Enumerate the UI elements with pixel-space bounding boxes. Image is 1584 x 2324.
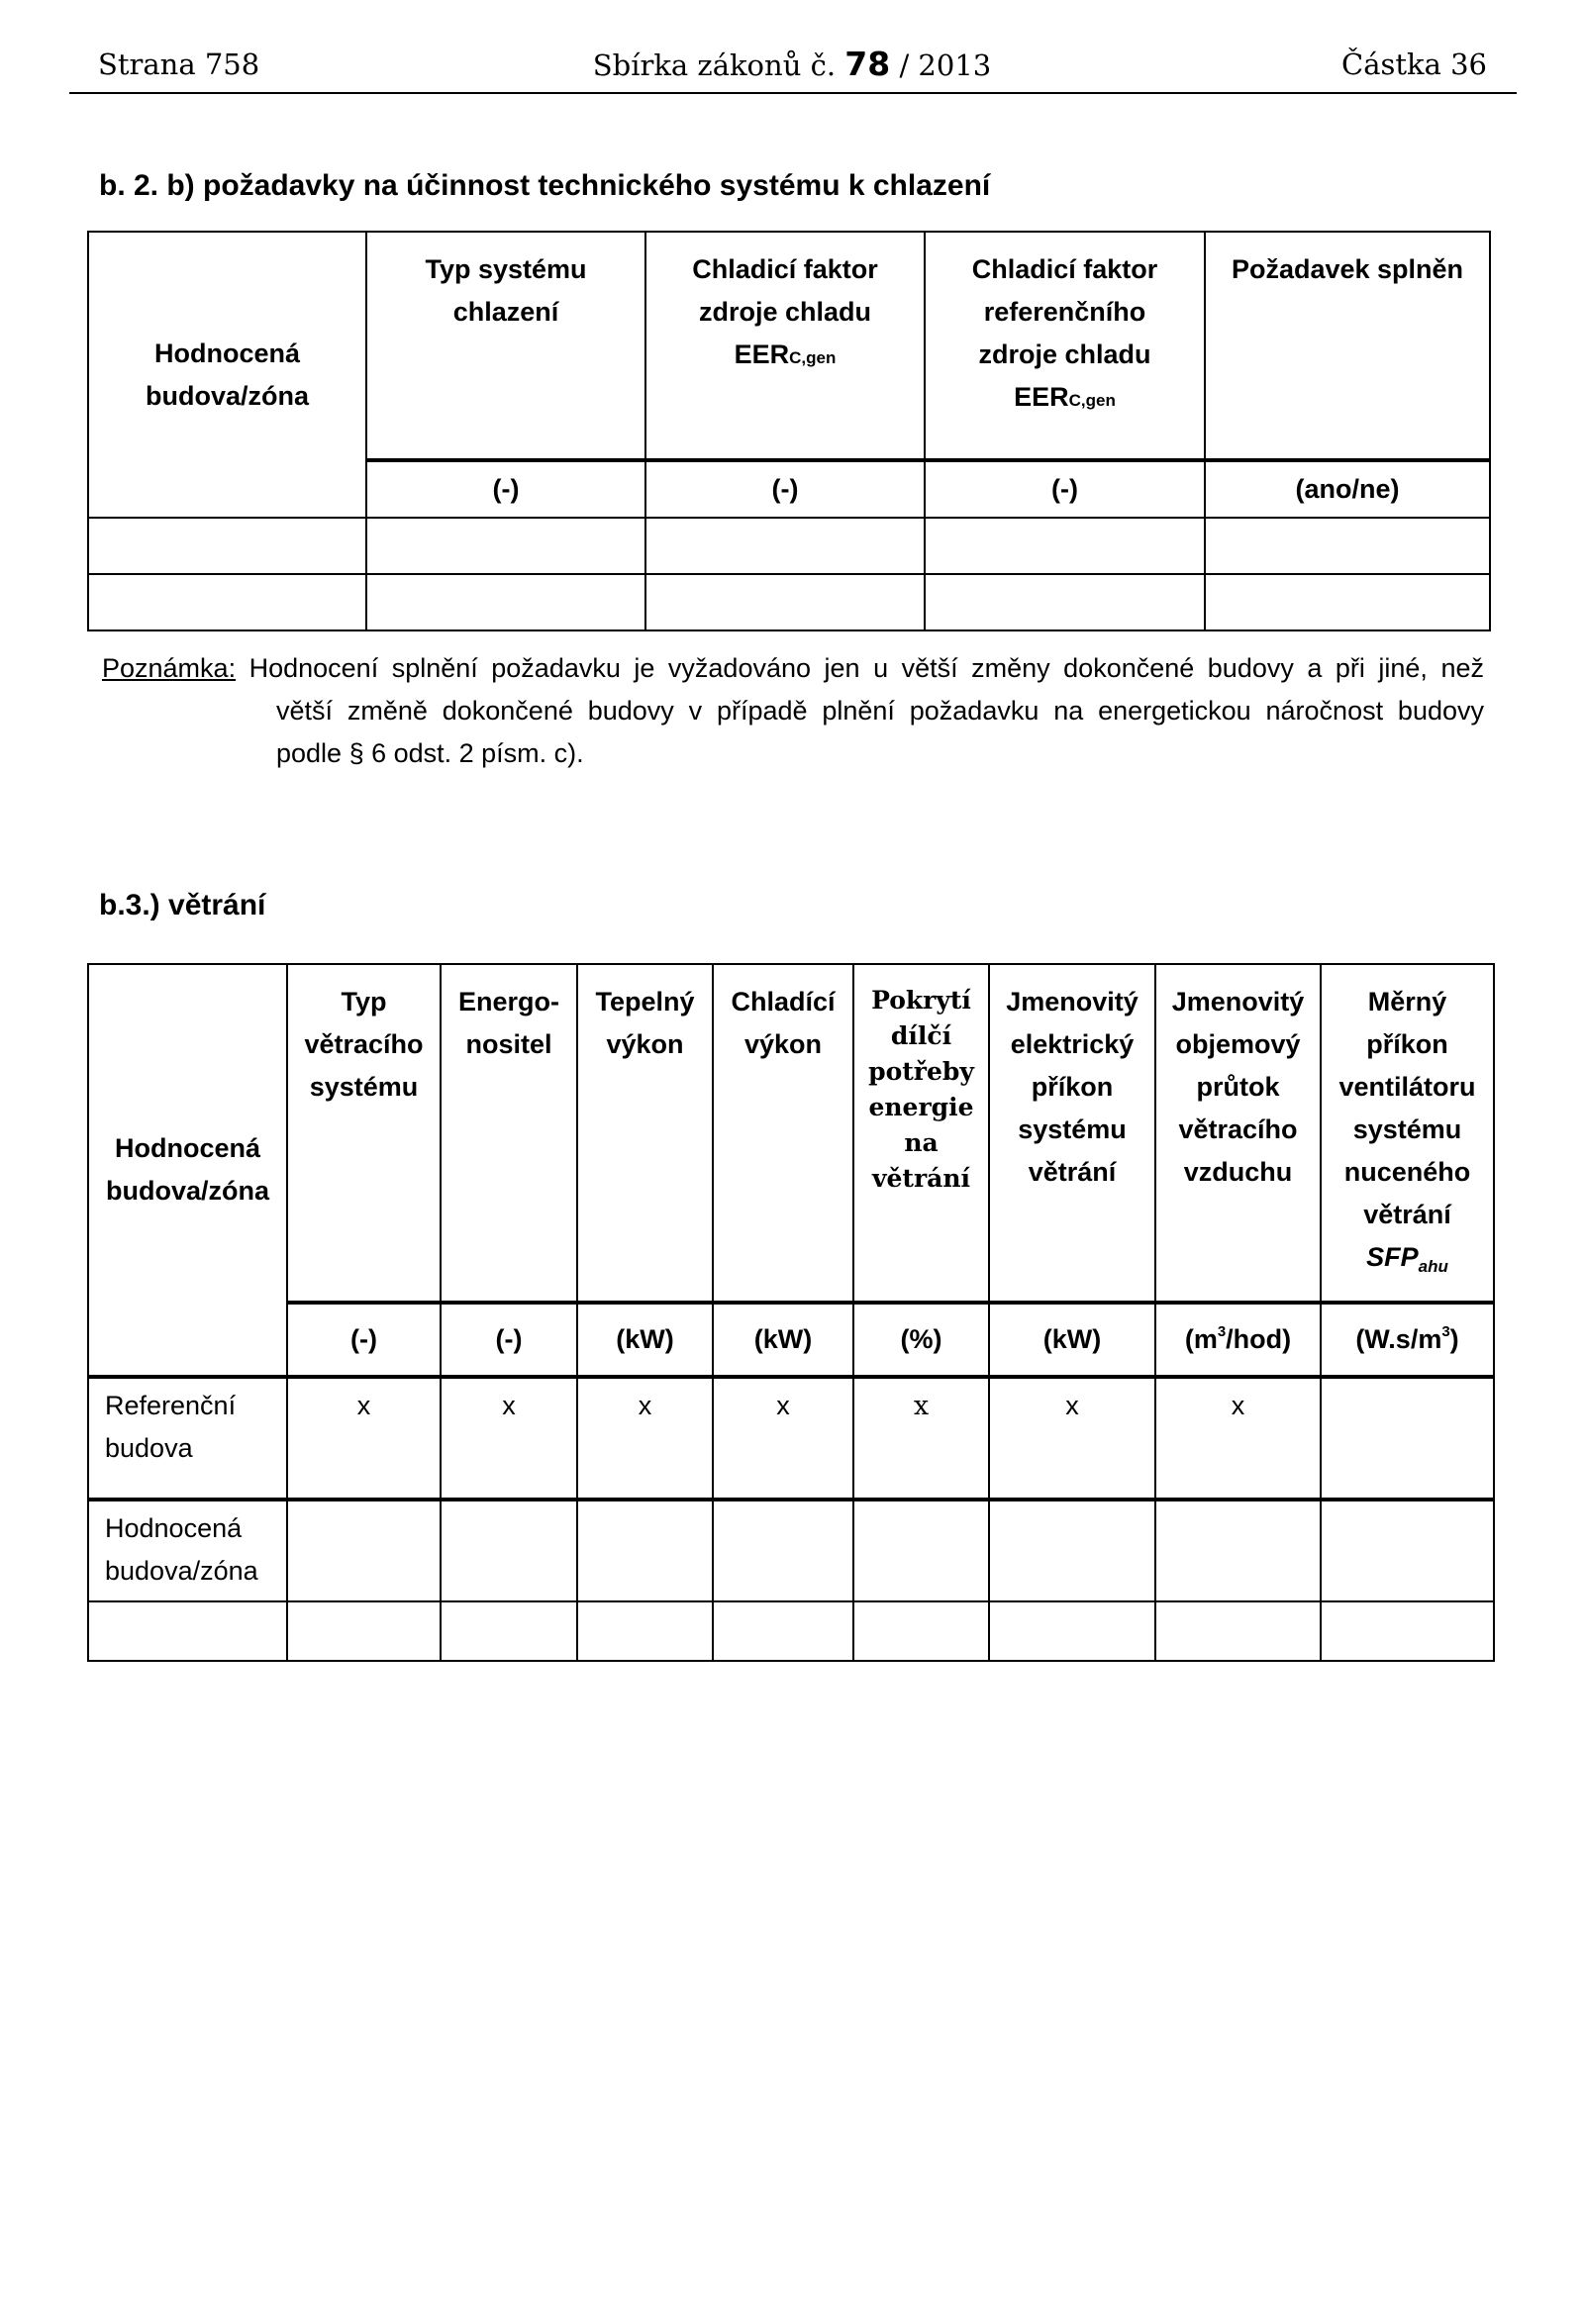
unit-cell: (-) xyxy=(441,1303,577,1377)
row-label-line: budova/zóna xyxy=(105,1556,258,1586)
column-header-energy-carrier xyxy=(441,964,577,1303)
unit-text: (W.s/m xyxy=(1355,1324,1442,1354)
eer-subscript: C,gen xyxy=(1068,391,1116,410)
table-cell[interactable] xyxy=(1321,1377,1494,1500)
table-cell[interactable]: x xyxy=(853,1377,989,1500)
note-block xyxy=(102,647,1484,775)
empty-cell[interactable] xyxy=(366,518,645,574)
ventilation-table xyxy=(87,963,1495,1662)
header-line: objemový xyxy=(1175,1029,1301,1059)
header-line: Chladicí faktor xyxy=(971,254,1158,284)
empty-cell[interactable] xyxy=(925,574,1205,630)
section-heading-cooling: b. 2. b) požadavky na účinnost technického systému k chlazení xyxy=(99,169,991,202)
row-header-cell xyxy=(88,232,366,518)
header-rule xyxy=(69,92,1517,94)
note-line: větší změně dokončené budovy v případě plnění požadavku na energetickou náročnost budovy xyxy=(276,696,1484,726)
table-cell[interactable]: x xyxy=(1155,1377,1321,1500)
header-line: zdroje chladu xyxy=(698,297,872,327)
page-number: Strana 758 xyxy=(98,48,260,81)
table-cell[interactable] xyxy=(989,1601,1155,1661)
table-cell[interactable] xyxy=(1155,1601,1321,1661)
table-cell[interactable] xyxy=(713,1601,853,1661)
empty-cell[interactable] xyxy=(645,574,925,630)
table-cell[interactable] xyxy=(441,1601,577,1661)
header-line: větracího xyxy=(1178,1114,1298,1144)
table-cell[interactable]: x xyxy=(287,1377,441,1500)
header-line: větracího xyxy=(304,1029,424,1059)
column-header-coverage xyxy=(853,964,989,1303)
empty-cell[interactable] xyxy=(1205,518,1490,574)
header-line: Typ systému xyxy=(425,254,587,284)
header-line: Chladicí faktor xyxy=(692,254,878,284)
unit-cell xyxy=(1155,1303,1321,1377)
column-header-source-eer xyxy=(645,232,925,460)
sfp-subscript: ahu xyxy=(1418,1257,1448,1276)
note-line xyxy=(102,647,1484,690)
collection-prefix: Sbírka zákonů č. xyxy=(592,48,837,82)
table-cell[interactable] xyxy=(88,1601,287,1661)
row-label-line: budova xyxy=(105,1433,193,1463)
table-cell[interactable] xyxy=(713,1500,853,1601)
header-line: systému xyxy=(1018,1114,1127,1144)
table-cell[interactable] xyxy=(577,1601,713,1661)
empty-cell[interactable] xyxy=(88,574,366,630)
table-cell[interactable] xyxy=(1155,1500,1321,1601)
header-line: elektrický xyxy=(1010,1029,1135,1059)
table-cell[interactable] xyxy=(577,1500,713,1601)
header-line: zdroje chladu xyxy=(978,339,1151,369)
row-header-line: budova/zóna xyxy=(145,380,309,411)
header-line: větrání xyxy=(1028,1157,1117,1187)
section-heading-ventilation: b.3.) větrání xyxy=(99,889,266,921)
header-line: Chladící xyxy=(731,987,836,1017)
unit-cell: (-) xyxy=(366,460,645,518)
header-line: vzduchu xyxy=(1183,1157,1293,1187)
column-header-sfp xyxy=(1321,964,1494,1303)
eer-subscript: C,gen xyxy=(789,348,837,367)
unit-text: ) xyxy=(1449,1324,1459,1354)
note-text: Hodnocení splnění požadavku je vyžadováno jen u větší změny dokončené budovy a při jiné, než xyxy=(248,653,1484,683)
eer-symbol: EER xyxy=(734,339,790,369)
unit-cell: (kW) xyxy=(989,1303,1155,1377)
empty-cell[interactable] xyxy=(366,574,645,630)
header-line: výkon xyxy=(743,1029,823,1059)
table-row xyxy=(88,1500,1494,1601)
table-cell[interactable]: x xyxy=(441,1377,577,1500)
table-cell[interactable]: x xyxy=(713,1377,853,1500)
table-cell[interactable] xyxy=(1321,1601,1494,1661)
note-label: Poznámka: xyxy=(102,653,237,683)
header-line: Tepelný xyxy=(595,987,695,1017)
row-header-line: Hodnocená xyxy=(153,338,300,368)
table-row xyxy=(88,1601,1494,1661)
unit-cell: (kW) xyxy=(713,1303,853,1377)
table-cell[interactable]: x xyxy=(577,1377,713,1500)
table-row xyxy=(88,1377,1494,1500)
header-line: na xyxy=(904,1128,939,1157)
collection-year: / 2013 xyxy=(899,48,992,82)
row-header-line: budova/zóna xyxy=(105,1176,269,1206)
header-line: systému xyxy=(1352,1114,1462,1144)
header-line: energie xyxy=(868,1093,974,1121)
header-line: Měrný xyxy=(1367,987,1447,1017)
column-header-requirement-met xyxy=(1205,232,1490,460)
header-line: systému xyxy=(309,1072,419,1102)
column-header-heating-output xyxy=(577,964,713,1303)
table-row xyxy=(88,518,1490,574)
collection-number: 78 xyxy=(844,45,891,83)
header-line: větrání xyxy=(871,1164,971,1193)
header-line: Typ xyxy=(341,987,387,1017)
unit-superscript: 3 xyxy=(1217,1323,1227,1340)
unit-superscript: 3 xyxy=(1441,1323,1450,1340)
header-line: větrání xyxy=(1363,1200,1451,1229)
header-line: ventilátoru xyxy=(1338,1072,1476,1102)
row-label-line: Referenční xyxy=(105,1391,237,1420)
table-cell[interactable] xyxy=(1321,1500,1494,1601)
header-line: průtok xyxy=(1196,1072,1280,1102)
part-number: Částka 36 xyxy=(1341,48,1487,81)
table-cell[interactable] xyxy=(287,1500,441,1601)
table-cell[interactable] xyxy=(287,1601,441,1661)
empty-cell[interactable] xyxy=(88,518,366,574)
row-label-cell xyxy=(88,1377,287,1500)
header-line: Jmenovitý xyxy=(1006,987,1138,1017)
table-cell[interactable] xyxy=(441,1500,577,1601)
table-cell[interactable] xyxy=(989,1500,1155,1601)
unit-cell: (-) xyxy=(287,1303,441,1377)
table-row xyxy=(88,574,1490,630)
sfp-symbol: SFP xyxy=(1366,1242,1419,1272)
unit-cell: (ano/ne) xyxy=(1205,460,1490,518)
header-line: chlazení xyxy=(452,297,559,327)
table-cell[interactable] xyxy=(853,1601,989,1661)
note-line: podle § 6 odst. 2 písm. c). xyxy=(276,738,584,768)
header-line: příkon xyxy=(1031,1072,1114,1102)
unit-cell: (%) xyxy=(853,1303,989,1377)
column-header-cooling-type xyxy=(366,232,645,460)
column-header-air-flow xyxy=(1155,964,1321,1303)
unit-cell xyxy=(1321,1303,1494,1377)
row-header-line: Hodnocená xyxy=(114,1133,260,1163)
row-label-cell xyxy=(88,1500,287,1601)
unit-cell: (-) xyxy=(645,460,925,518)
header-line: Jmenovitý xyxy=(1171,987,1305,1017)
table-cell[interactable]: x xyxy=(989,1377,1155,1500)
unit-cell: (-) xyxy=(925,460,1205,518)
header-line: Požadavek splněn xyxy=(1231,254,1464,284)
header-line: Pokrytí xyxy=(871,986,971,1015)
header-line: Energo- xyxy=(457,987,559,1017)
header-line: příkon xyxy=(1366,1029,1448,1059)
header-line: potřeby xyxy=(868,1057,974,1086)
empty-cell[interactable] xyxy=(1205,574,1490,630)
header-line: nositel xyxy=(465,1029,552,1059)
unit-text: /hod) xyxy=(1226,1324,1292,1354)
column-header-electric-input xyxy=(989,964,1155,1303)
header-line: nuceného xyxy=(1343,1157,1471,1187)
column-header-system-type xyxy=(287,964,441,1303)
empty-cell[interactable] xyxy=(925,518,1205,574)
header-line: referenčního xyxy=(983,297,1146,327)
row-header-cell xyxy=(88,964,287,1377)
column-header-reference-eer xyxy=(925,232,1205,460)
empty-cell[interactable] xyxy=(645,518,925,574)
row-label-line: Hodnocená xyxy=(105,1513,243,1543)
header-line: dílčí xyxy=(890,1021,952,1050)
cooling-table xyxy=(87,231,1491,631)
header-line: výkon xyxy=(606,1029,684,1059)
unit-text: (m xyxy=(1184,1324,1218,1354)
column-header-cooling-output xyxy=(713,964,853,1303)
unit-cell: (kW) xyxy=(577,1303,713,1377)
table-cell[interactable] xyxy=(853,1500,989,1601)
eer-symbol: EER xyxy=(1014,382,1069,412)
